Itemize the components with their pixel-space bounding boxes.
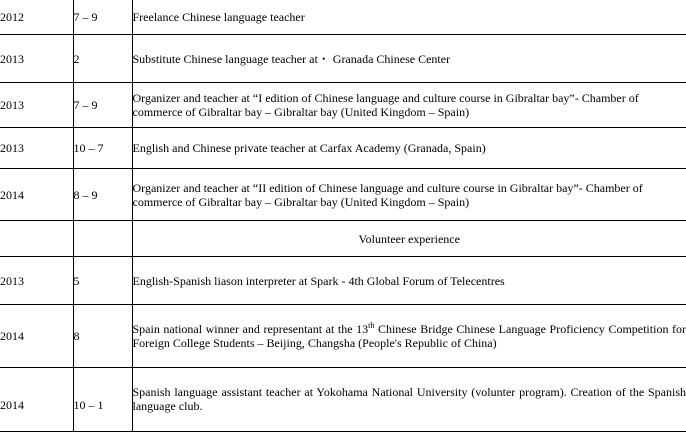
table-row [0, 0, 686, 35]
year-cell: 2012 [0, 0, 73, 35]
year-cell: 2013 [0, 128, 73, 169]
months-cell: 8 – 9 [73, 169, 132, 221]
description-cell: Spanish language assistant teacher at Yokohama National University (volunter program). Creation of the Spanish language club. [132, 368, 686, 432]
year-cell: 2013 [0, 35, 73, 83]
description-cell: Freelance Chinese language teacher [132, 0, 686, 35]
year-cell: 2014 [0, 169, 73, 221]
description-cell: Substitute Chinese language teacher at・ Granada Chinese Center [132, 35, 686, 83]
empty-cell [0, 221, 73, 257]
months-cell: 10 – 7 [73, 128, 132, 169]
description-cell: Organizer and teacher at “I edition of Chinese language and culture course in Gibraltar bay”- Chamber of commerce of Gibraltar bay – Gibraltar bay (United Kingdom – Spain) [132, 83, 686, 128]
months-cell: 7 – 9 [73, 83, 132, 128]
months-cell: 10 – 1 [73, 368, 132, 432]
months-cell: 7 – 9 [73, 0, 132, 35]
table-row [0, 368, 686, 432]
section-header-row [0, 221, 686, 257]
description-cell: English-Spanish liason interpreter at Spark - 4th Global Forum of Telecentres [132, 257, 686, 305]
table-row [0, 305, 686, 368]
description-cell: English and Chinese private teacher at Carfax Academy (Granada, Spain) [132, 128, 686, 169]
table-row [0, 169, 686, 221]
year-cell: 2014 [0, 305, 73, 368]
table-row [0, 35, 686, 83]
table-row [0, 83, 686, 128]
year-cell: 2013 [0, 83, 73, 128]
table-row [0, 257, 686, 305]
months-cell: 2 [73, 35, 132, 83]
year-cell: 2014 [0, 368, 73, 432]
volunteer-heading: Volunteer experience [132, 221, 686, 257]
description-cell [132, 305, 686, 368]
description-text: Spain national winner and representant at the 13 [133, 322, 369, 336]
description-text: Chinese Bridge Chinese Language Proficiency Competition for Foreign College Students – Beijing, Changsha (People's Republic of China) [133, 322, 686, 350]
ordinal-suffix: th [368, 321, 374, 330]
year-cell: 2013 [0, 257, 73, 305]
empty-cell [73, 221, 132, 257]
months-cell: 8 [73, 305, 132, 368]
months-cell: 5 [73, 257, 132, 305]
description-cell: Organizer and teacher at “II edition of Chinese language and culture course in Gibraltar bay”- Chamber of commerce of Gibraltar bay – Gibraltar bay (United Kingdom – Spain) [132, 169, 686, 221]
table-row [0, 128, 686, 169]
